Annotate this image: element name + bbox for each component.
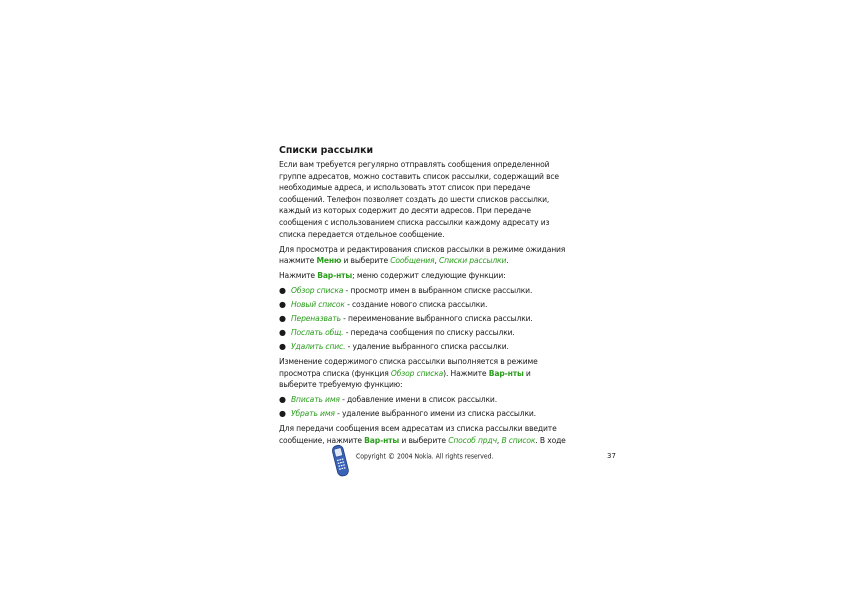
edit-options-list bbox=[279, 394, 569, 420]
option-name: Удалить спис. bbox=[291, 342, 346, 352]
list-item bbox=[279, 408, 569, 420]
text-run: ; меню содержит следующие функции: bbox=[352, 271, 506, 281]
text-run: Для передачи сообщения всем адресатам из списка рассылки введите сообщение, нажмите bbox=[279, 424, 557, 445]
option-name: Убрать имя bbox=[291, 409, 335, 419]
options-key-label: Вар-нты bbox=[488, 368, 524, 378]
option-desc: - создание нового списка рассылки. bbox=[344, 300, 488, 310]
option-desc: - переименование выбранного списка рассылки. bbox=[340, 314, 533, 324]
page-number: 37 bbox=[607, 452, 616, 460]
option-desc: - удаление выбранного имени из списка рассылки. bbox=[334, 409, 536, 419]
edit-paragraph bbox=[279, 356, 569, 391]
option-desc: - передача сообщения по списку рассылки. bbox=[343, 328, 515, 338]
text-run: , bbox=[434, 256, 440, 266]
copyright-text: 2004 Nokia. All rights reserved. bbox=[397, 452, 494, 461]
menu-path-to-list: В список bbox=[501, 435, 536, 445]
text-run: Нажмите bbox=[279, 271, 318, 281]
list-item bbox=[279, 327, 569, 339]
options-key-label: Вар-нты bbox=[317, 271, 353, 281]
section-title: Списки рассылки bbox=[279, 145, 374, 156]
option-desc: - добавление имени в список рассылки. bbox=[339, 395, 497, 405]
list-item bbox=[279, 341, 569, 353]
text-run: . В ходе bbox=[535, 435, 566, 445]
options-key-label: Вар-нты bbox=[364, 435, 400, 445]
nokia-phone-icon bbox=[330, 444, 352, 478]
text-run: , bbox=[496, 435, 502, 445]
bullet-dot: ● bbox=[279, 342, 286, 352]
bullet-dot: ● bbox=[279, 328, 286, 338]
list-item bbox=[279, 313, 569, 325]
text-run: и выберите bbox=[399, 435, 449, 445]
option-desc: - удаление выбранного списка рассылки. bbox=[345, 342, 509, 352]
bullet-dot: ● bbox=[279, 409, 286, 419]
copyright-prefix: Copyright bbox=[356, 452, 386, 461]
copyright-notice bbox=[356, 452, 494, 462]
list-item bbox=[279, 299, 569, 311]
menu-path-messages: Сообщения bbox=[390, 256, 435, 266]
text-run: Изменение содержимого списка рассылки выполняется в режиме просмотра списка (функция bbox=[279, 357, 538, 378]
menu-path-send-method: Способ прдч bbox=[448, 435, 497, 445]
list-item bbox=[279, 285, 569, 297]
text-run: ). Нажмите bbox=[443, 368, 489, 378]
options-paragraph bbox=[279, 270, 569, 282]
text-run: Для просмотра и редактирования списков рассылки в режиме ожидания нажмите bbox=[279, 244, 566, 266]
option-name: Послать общ. bbox=[291, 328, 344, 338]
option-desc: - просмотр имен в выбранном списке рассылки. bbox=[343, 286, 533, 296]
view-paragraph bbox=[279, 244, 569, 267]
page-content bbox=[279, 145, 569, 450]
text-run: и выберите требуемую функцию: bbox=[279, 368, 531, 390]
bullet-dot: ● bbox=[279, 395, 286, 405]
copyright-symbol: © bbox=[387, 452, 396, 461]
option-name: Вписать имя bbox=[291, 395, 340, 405]
option-name: Переназвать bbox=[291, 314, 341, 324]
options-list bbox=[279, 285, 569, 353]
text-run: и выберите bbox=[341, 256, 391, 266]
bullet-dot: ● bbox=[279, 286, 286, 296]
bullet-dot: ● bbox=[279, 300, 286, 310]
list-item bbox=[279, 394, 569, 406]
menu-path-distribution-lists: Списки рассылки bbox=[439, 256, 507, 266]
option-name: Обзор списка bbox=[291, 286, 344, 296]
bullet-dot: ● bbox=[279, 314, 286, 324]
send-paragraph bbox=[279, 423, 569, 446]
text-run: . bbox=[506, 256, 509, 266]
menu-key-label: Меню bbox=[316, 256, 342, 266]
page-footer bbox=[330, 444, 620, 478]
intro-paragraph: Если вам требуется регулярно отправлять сообщения определенной группе адресатов, можно составить список рассылки, содержащий все необходимые адреса, и использовать этот список при передаче сообщений. Телефон позволяет создать до шести списков рассылки, каждый из которых содержит до десяти адресов. При передаче сообщения с использованием списка рассылки каждому адресату из списка передается отдельное сообщение. bbox=[279, 160, 559, 239]
option-name: Новый список bbox=[291, 300, 345, 310]
function-name: Обзор списка bbox=[390, 368, 444, 378]
